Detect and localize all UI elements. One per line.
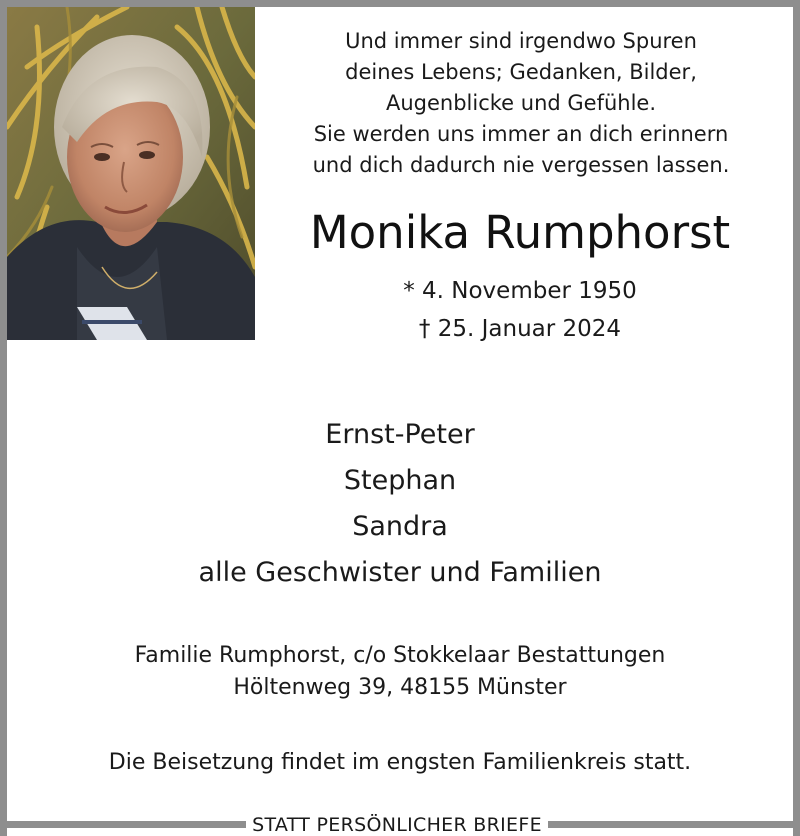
memorial-poem <box>278 26 764 181</box>
contact-line: Familie Rumphorst, c/o Stokkelaar Bestattungen <box>134 643 666 668</box>
mourner-name: Sandra <box>352 511 448 542</box>
poem-line: Und immer sind irgendwo Spuren <box>345 29 697 53</box>
mourner-name: alle Geschwister und Familien <box>198 557 602 588</box>
footer-label: STATT PERSÖNLICHER BRIEFE <box>252 814 542 836</box>
mourner-name: Ernst-Peter <box>325 419 475 450</box>
poem-line: und dich dadurch nie vergessen lassen. <box>312 153 730 177</box>
portrait-photo <box>7 7 255 340</box>
bottom-rule-left <box>0 821 246 828</box>
mourners-list <box>100 412 700 596</box>
poem-line: Sie werden uns immer an dich erinnern <box>313 122 729 146</box>
burial-note: Die Beisetzung findet im engsten Familienkreis statt. <box>108 750 692 775</box>
deceased-name: Monika Rumphorst <box>309 206 731 259</box>
mourner-name: Stephan <box>343 465 457 496</box>
contact-address <box>60 640 740 704</box>
bottom-rule-right <box>548 821 800 828</box>
birth-date: * 4. November 1950 <box>403 278 637 304</box>
poem-line: deines Lebens; Gedanken, Bilder, <box>345 60 697 84</box>
death-date: † 25. Januar 2024 <box>418 316 622 342</box>
contact-line: Höltenweg 39, 48155 Münster <box>233 675 567 700</box>
poem-line: Augenblicke und Gefühle. <box>385 91 657 115</box>
